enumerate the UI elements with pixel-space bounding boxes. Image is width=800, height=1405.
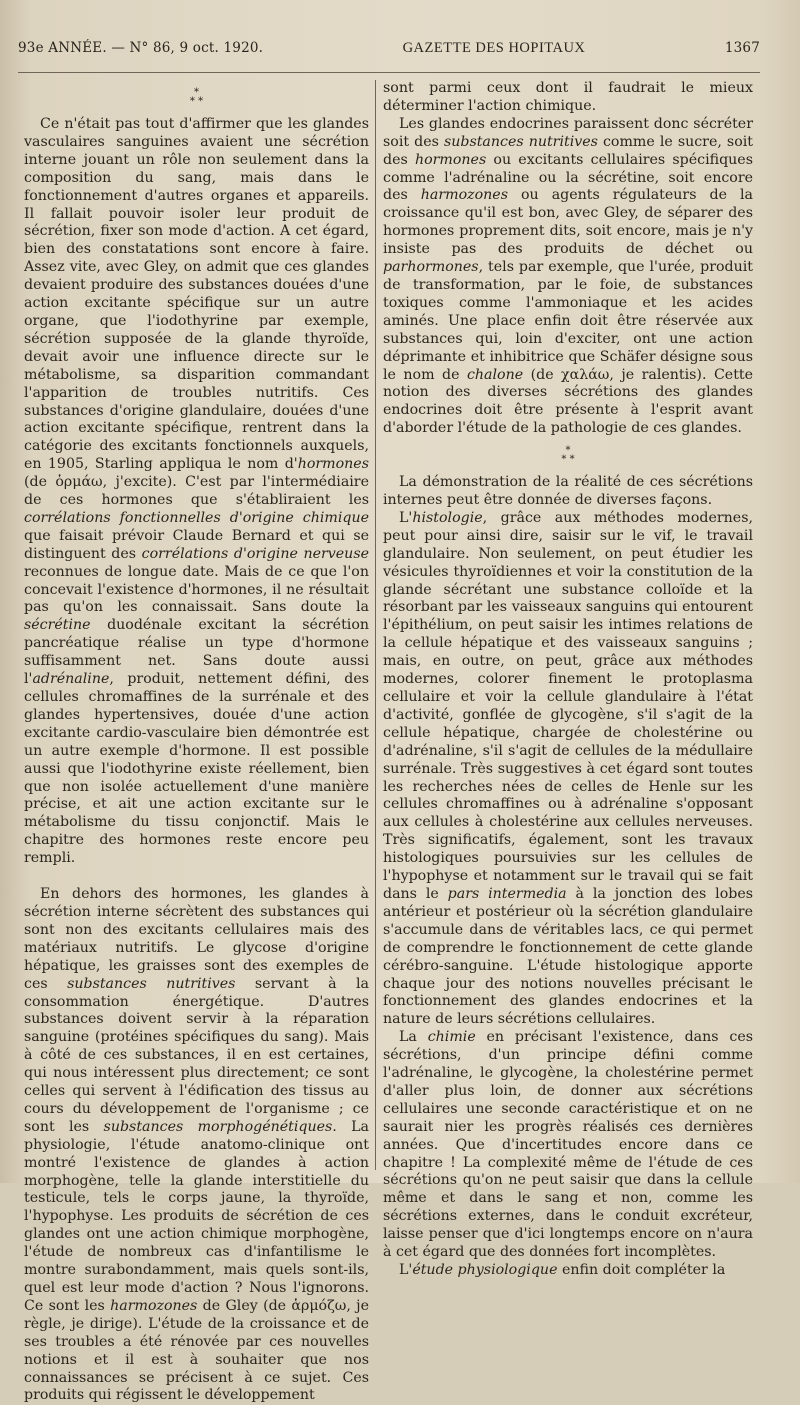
section-stars: * * * — [561, 445, 575, 466]
section-stars: * * * — [189, 87, 204, 107]
paragraph: La chimie en précisant l'existence, dans ces sécrétions, d'un principe défini comme l'adrénaline, le glycogène, la cholestérine permet d'aller plus loin, de donner aux sécrétions cellulaires une seconde caractéristique et on ne saurait nier les progrès réalisés ces dernières années. Que d'incertitudes encore dans ce chapitre ! La complexité même de l'étude de ces sécrétions qu'on ne peut saisir que dans la cellule même et dans le sang et non, comme les sécrétions externes, dans le conduit excréteur, laisse penser que d'ici longtemps encore on n'aura à cet égard que des données fort incomplètes. — [383, 1029, 753, 1261]
left-column — [24, 80, 369, 1405]
column-rule — [375, 80, 376, 1170]
header-rule — [18, 72, 760, 73]
paragraph: En dehors des hormones, les glandes à sécrétion interne sécrètent des substances qui sont non des excitants cellulaires mais des matériaux nutritifs. Le glycose d'origine hépatique, les graisses sont des exemples de ces substances nutritives servant à la consommation énergétique. D'autres substances doivent servir à la réparation sanguine (protéines spécifiques du sang). Mais à côté de ces substances, il en est certaines, qui nous intéressent plus directement; ce sont celles qui servent à l'édification des tissus au cours du développement de l'organisme ; ce sont les substances morphogénétiques. La physiologie, l'étude anatomo-clinique ont montré l'existence de glandes à action morphogène, telle la glande interstitielle du testicule, tels le corps jaune, la thyroïde, l'hypophyse. Les produits de sécrétion de ces glandes ont une action chimique morphogène, l'étude de nombreux cas d'infantilisme le montre surabondamment, mais quels sont-ils, quel est leur mode d'action ? Nous l'ignorons. Ce sont les harmozones de Gley (de ἁρμόζω, je règle, je dirige). L'étude de la croissance et de ses troubles a été rénovée par ces nouvelles notions et il est à souhaiter que nos connaissances se précisent à ce sujet. Ces produits qui régissent le développement — [24, 886, 370, 1404]
paragraph: L'étude physiologique enfin doit compléter la — [399, 1262, 726, 1278]
journal-title: GAZETTE DES HOPITAUX — [402, 40, 586, 56]
issue-info: 93e ANNÉE. — N° 86, 9 oct. 1920. — [18, 40, 264, 56]
paragraph: Les glandes endocrines paraissent donc sécréter soit des substances nutritives comme le sucre, soit des hormones ou excitants cellulaires spécifiques comme l'adrénaline ou la sécrétine, soit encore des harmozones ou agents régulateurs de la croissance qu'il est bon, avec Gley, de séparer des hormones proprement dits, soit encore, mais je n'y insiste pas des produits de déchet ou parhormones, tels par exemple, que l'urée, produit de transformation, par le foie, de substances toxiques comme l'ammoniaque et les acides aminés. Une place enfin doit être réservée aux substances qui, loin d'exciter, ont une action déprimante et inhibitrice que Schäfer désigne sous le nom de chalone (de χαλάω, je ralentis). Cette notion des diverses sécrétions des glandes endocrines doit être présente à l'esprit avant d'aborder l'étude de la pathologie de ces glandes. — [383, 115, 753, 437]
paragraph: L'histologie, grâce aux méthodes modernes, peut pour ainsi dire, saisir sur le vif, le travail glandulaire. Non seulement, on peut étudier les vésicules thyroïdiennes et voir la constitution de la glande sécrétant une substance colloïde et la résorbant par les vaisseaux sanguins qui entourent l'épithélium, on peut saisir les intimes relations de la cellule hépatique et des vaisseaux sanguins ; mais, en outre, on peut, grâce aux méthodes modernes, colorer finement le protoplasma cellulaire et voir la cellule glandulaire à l'état d'activité, gonflée de glycogène, s'il s'agit de la cellule hépatique, chargée de cholestérine ou d'adrénaline, s'il s'agit de cellules de la médullaire surrénale. Très suggestives à cet égard sont toutes les recherches nées de celles de Henle sur les cellules chromaffines ou à adrénaline s'opposant aux cellules à cholestérine aux cellules nerveuses. Très significatifs, également, sont les travaux histologiques poursuivies sur les cellules de l'hypophyse et notamment sur le travail qui se fait dans le pars intermedia à la jonction des lobes antérieur et postérieur où la sécrétion glandulaire s'accumule dans de véritables lacs, ce qui permet de comprendre le fonctionnement de cette glande cérébro-sanguine. L'étude histologique apporte chaque jour des notions nouvelles précisant le fonctionnement des glandes endocrines et la nature de leurs sécrétions cellulaires. — [383, 509, 753, 1028]
paragraph: sont parmi ceux dont il faudrait le mieux déterminer l'action chimique. — [383, 80, 753, 114]
paragraph: La démonstration de la réalité de ces sécrétions internes peut être donnée de diverses façons. — [383, 474, 753, 509]
right-column — [383, 80, 753, 1280]
page-header — [18, 40, 760, 64]
page-number: 1367 — [724, 40, 760, 56]
paragraph: Ce n'était pas tout d'affirmer que les glandes vasculaires sanguines avaient une sécrétion interne jouant un rôle non seulement dans la composition du sang, mais dans le fonctionnement d'autres organes et appareils. Il fallait pouvoir isoler leur produit de sécrétion, fixer son mode d'action. A cet égard, bien des constatations sont encore à faire. Assez vite, avec Gley, on admit que ces glandes devaient produire des substances douées d'une action excitante spécifique sur un autre organe, que l'iodothyrine par exemple, sécrétion supposée de la glande thyroïde, devait avoir une influence directe sur le métabolisme, sa disparition commandant l'apparition de troubles nutritifs. Ces substances d'origine glandulaire, douées d'une action excitante spécifique, rentrent dans la catégorie des excitants fonctionnels auxquels, en 1905, Starling appliqua le nom d'hormones (de ὁρμάω, j'excite). C'est par l'intermédiaire de ces hormones que s'établiraient les corrélations fonctionnelles d'origine chimique que faisait prévoir Claude Bernard et qui se distinguent des corrélations d'origine nerveuse reconnues de longue date. Mais de ce que l'on concevait l'existence d'hormones, il ne résultait pas qu'on les connaissait. Sans doute la sécrétine duodénale excitant la sécrétion pancréatique réalise un type d'hormone suffisamment net. Sans doute aussi l'adrénaline, produit, nettement défini, des cellules chromaffines de la surrénale et des glandes hypertensives, douée d'une action excitante cardio-vasculaire bien démontrée est un autre exemple d'hormone. Il est possible aussi que l'iodothyrine existe réellement, bien que non isolée actuellement d'une manière précise, et ait une action excitante sur le métabolisme du tissu conjonctif. Mais le chapitre des hormones reste encore peu rempli. — [24, 116, 369, 867]
